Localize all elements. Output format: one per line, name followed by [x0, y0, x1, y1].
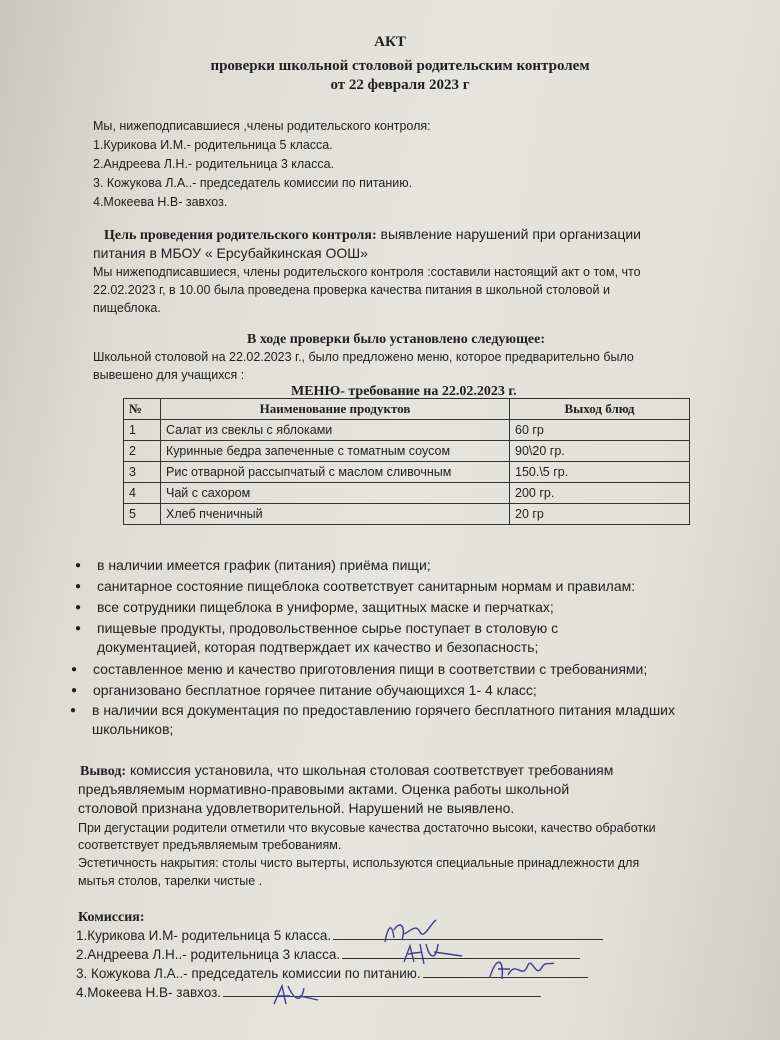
cell-output: 200 гр.	[510, 483, 690, 504]
member-line: 4.Мокеева Н.В- завхоз.	[93, 195, 228, 209]
table-header-row	[124, 399, 690, 420]
purpose-paragraph: 22.02.2023 г, в 10.00 была проведена проверка качества питания в школьной столовой и	[93, 283, 610, 297]
column-header-output: Выход блюд	[510, 399, 690, 420]
member-line: 1.Курикова И.М.- родительница 5 класса.	[93, 138, 333, 152]
inspection-line: вывешено для учащихся :	[93, 368, 245, 382]
cell-output: 90\20 гр.	[510, 441, 690, 462]
bullet-icon: ●	[71, 664, 78, 675]
document-date: от 22 февраля 2023 г	[330, 77, 470, 93]
cell-output: 20 гр	[510, 504, 690, 525]
signer-line: 3. Кожукова Л.А..- председатель комиссии по питанию.	[76, 965, 588, 983]
finding-item: ● в наличии имеется график (питания) приёма пищи;	[75, 557, 431, 573]
table-row	[124, 504, 690, 525]
bullet-icon: ●	[75, 602, 82, 613]
conclusion-line-3: столовой признана удовлетворительной. Нарушений не выявлено.	[78, 800, 515, 816]
purpose-line-2: питания в МБОУ « Ерсубайкинская ООШ»	[93, 245, 368, 261]
tasting-line: При дегустации родители отметили что вкусовые качества достаточно высоки, качество обработки	[78, 821, 656, 835]
table-row	[124, 462, 690, 483]
aesthetics-line: мытья столов, тарелки чистые .	[78, 874, 263, 888]
bullet-icon: ●	[71, 685, 78, 696]
table-row	[124, 483, 690, 504]
finding-item-continued: документацией, которая подтверждает их качество и безопасность;	[97, 639, 539, 655]
finding-item: ● пищевые продукты, продовольственное сырье поступает в столовую с	[75, 620, 559, 636]
cell-number: 3	[124, 462, 161, 483]
bullet-icon: ●	[70, 705, 77, 716]
signature-4	[270, 980, 322, 1010]
table-row	[124, 420, 690, 441]
purpose-paragraph: Мы нижеподписавшиеся, члены родительского контроля :составили настоящий акт о том, что	[93, 265, 641, 279]
menu-caption: МЕНЮ- требование на 22.02.2023 г.	[291, 384, 517, 399]
purpose-paragraph: пищеблока.	[93, 301, 161, 315]
inspection-heading: В ходе проверки было установлено следующее:	[247, 332, 546, 347]
cell-number: 2	[124, 441, 161, 462]
conclusion-label: Вывод:	[80, 764, 127, 779]
cell-output: 150.\5 гр.	[510, 462, 690, 483]
inspection-line: Школьной столовой на 22.02.2023 г., было предложено меню, которое предварительно было	[93, 350, 634, 364]
cell-product: Рис отварной рассыпчатый с маслом сливочным	[161, 462, 510, 483]
cell-number: 5	[124, 504, 161, 525]
signature-3	[486, 955, 556, 985]
conclusion-line-2: предъявляемым нормативно-правовыми актами. Оценка работы школьной	[78, 781, 570, 797]
purpose-label: Цель проведения родительского контроля:	[104, 228, 377, 243]
cell-number: 4	[124, 483, 161, 504]
bullet-icon: ●	[75, 581, 82, 592]
finding-item: ● в наличии вся документация по предоставлению горячего бесплатного питания младших	[70, 702, 675, 718]
document-subtitle: проверки школьной столовой родительским контролем	[210, 58, 590, 74]
tasting-line: соответствует предъявляемым требованиям.	[78, 838, 342, 852]
column-header-product: Наименование продуктов	[161, 399, 510, 420]
bullet-icon: ●	[75, 560, 82, 571]
finding-item: ● составленное меню и качество приготовления пищи в соответствии с требованиями;	[71, 661, 648, 677]
member-line: 3. Кожукова Л.А..- председатель комиссии по питанию.	[93, 176, 413, 190]
column-header-number: №	[124, 399, 161, 420]
member-line: 2.Андреева Л.Н.- родительница 3 класса.	[93, 157, 335, 171]
conclusion-line-1: Вывод: комиссия установила, что школьная столовая соответствует требованиям	[80, 762, 614, 779]
cell-product: Чай с сахором	[161, 483, 510, 504]
signer-line: 2.Андреева Л.Н..- родительница 3 класса.	[76, 946, 580, 964]
signature-2	[400, 938, 466, 968]
signer-line: 1.Курикова И.М- родительница 5 класса.	[76, 927, 603, 945]
cell-product: Хлеб пченичный	[161, 504, 510, 525]
commission-heading: Комиссия:	[78, 910, 145, 925]
cell-number: 1	[124, 420, 161, 441]
cell-product: Салат из свеклы с яблоками	[161, 420, 510, 441]
cell-output: 60 гр	[510, 420, 690, 441]
finding-item-continued: школьников;	[92, 721, 174, 737]
bullet-icon: ●	[75, 623, 82, 634]
finding-item: ● организовано бесплатное горячее питание обучающихся 1- 4 класс;	[71, 682, 537, 698]
document-title: АКТ	[374, 34, 406, 50]
finding-item: ● санитарное состояние пищеблока соответствует санитарным нормам и правилам:	[75, 578, 636, 594]
finding-item: ● все сотрудники пищеблока в униформе, защитных маске и перчатках;	[75, 599, 554, 615]
intro-lead: Мы, нижеподписавшиеся ,члены родительского контроля:	[93, 119, 431, 133]
aesthetics-line: Эстетичность накрытия: столы чисто вытерты, используются специальные принадлежности для	[78, 856, 640, 870]
purpose-text: выявление нарушений при организации	[376, 226, 641, 242]
cell-product: Куринные бедра запеченные с томатным соусом	[161, 441, 510, 462]
table-row	[124, 441, 690, 462]
menu-table	[123, 398, 690, 525]
purpose-line-1	[104, 225, 641, 245]
signer-line: 4.Мокеева Н.В- завхоз.	[76, 984, 541, 1002]
